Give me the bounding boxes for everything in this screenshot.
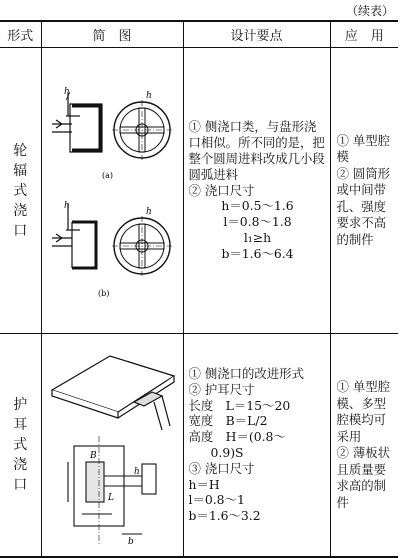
spoke-gate-diagram (41, 48, 183, 334)
gate-form-name (0, 334, 41, 558)
dimension-value: l＝0.8～1.8 (223, 214, 292, 230)
design-point: ② 护耳尺寸 (188, 381, 255, 397)
dimension-value: b＝1.6～3.2 (188, 508, 261, 524)
name-char: 轮 (13, 142, 28, 159)
application-item: ① 单型腔模 (336, 132, 391, 165)
dim-label: b (128, 536, 134, 547)
name-char: 式 (13, 182, 28, 199)
gate-design-table (0, 20, 398, 558)
design-points (183, 48, 330, 334)
name-char: 口 (13, 477, 28, 493)
name-char: 浇 (13, 202, 28, 219)
application-item: ② 圆筒形或中间带孔、强度要求不高的制件 (336, 165, 391, 247)
design-point: ① 侧浇口的改进形式 (188, 366, 304, 382)
application-item: ② 薄板状且质量要求高的制件 (336, 445, 391, 510)
design-points (183, 334, 330, 558)
name-char: 耳 (13, 417, 28, 433)
tab-gate-drawing (42, 336, 182, 551)
dimension-value: b＝1.6～6.4 (221, 245, 294, 261)
dimension-value: 长度 L＝15～20 (188, 397, 291, 413)
design-point: ① 侧浇口类，与盘形浇口相似。所不同的是，把整个圆周进料改成几小段圆弧进料 (188, 119, 325, 182)
table-row (0, 334, 398, 558)
application-item: ① 单型腔模、多型腔模均可采用 (336, 379, 391, 444)
dimension-value: 宽度 B＝L/2 (188, 413, 268, 429)
dim-label: h (64, 86, 70, 97)
gate-form-name (0, 48, 41, 334)
application (330, 48, 398, 334)
header-design-points: 设计要点 (183, 21, 330, 48)
name-char: 式 (13, 437, 28, 453)
name-char: 护 (13, 397, 28, 413)
dimension-value: l＝0.8～1 (188, 492, 245, 508)
dimension-value: 0.9)S (210, 445, 244, 460)
header-form: 形式 (0, 21, 41, 48)
dim-label: h (146, 90, 152, 101)
figure-label-b: (b) (98, 288, 110, 298)
dim-label: h (134, 466, 140, 477)
dimension-value: h＝H (188, 476, 220, 492)
figure-label-a: (a) (102, 170, 114, 180)
header-application: 应 用 (330, 21, 398, 48)
dimension-value: 高度 H＝(0.8～ (188, 429, 286, 445)
table-row (0, 48, 398, 334)
design-point: ③ 浇口尺寸 (188, 460, 255, 476)
header-diagram: 简 图 (41, 21, 183, 48)
name-char: 辐 (13, 162, 28, 179)
application (330, 334, 398, 558)
continued-label: （续表） (345, 4, 394, 18)
spoke-gate-drawing (42, 54, 182, 324)
header-row (0, 21, 398, 48)
dim-label: L (108, 492, 114, 503)
dimension-value: h＝0.5～1.6 (221, 198, 294, 214)
name-char: 口 (13, 222, 28, 239)
tab-gate-diagram (41, 334, 183, 558)
name-char: 浇 (13, 457, 28, 473)
dimension-value: l₁≥h (243, 229, 272, 245)
dim-label: h (146, 206, 152, 217)
dim-label: B (90, 450, 97, 461)
dim-label: h (64, 200, 70, 211)
design-point: ② 浇口尺寸 (188, 182, 255, 198)
